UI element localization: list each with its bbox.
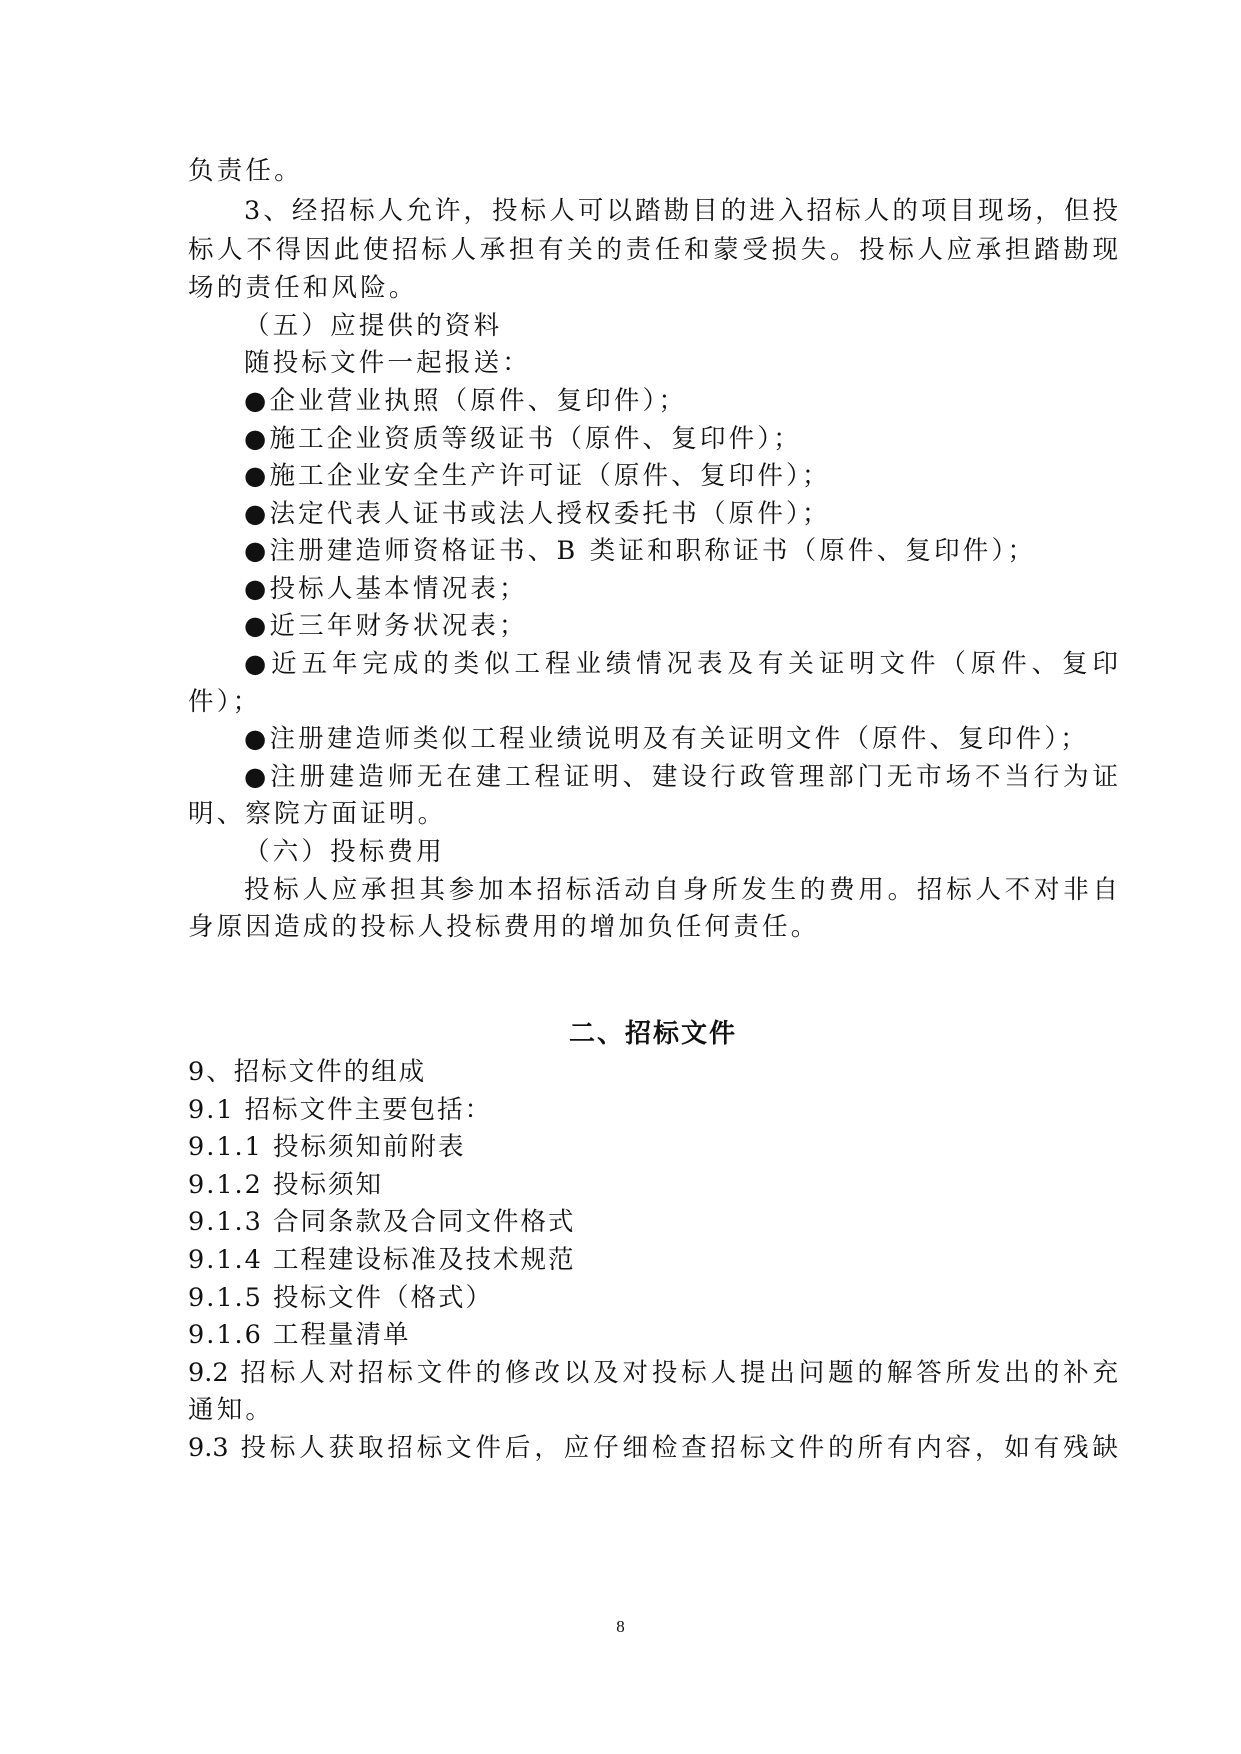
list-item-continuation: 明、察院方面证明。 [188,799,447,829]
clause-line: 9、招标文件的组成 [188,1057,427,1087]
list-item: ●投标人基本情况表； [244,574,528,604]
clause-line: 9.1.6 工程量清单 [188,1320,411,1350]
paragraph-line: 投标人应承担其参加本招标活动自身所发生的费用。招标人不对非自 [244,875,1118,905]
clause-line: 9.3 投标人获取招标文件后，应仔细检查招标文件的所有内容，如有残缺 [188,1433,1118,1463]
list-item: ●法定代表人证书或法人授权委托书（原件）； [244,499,831,529]
paragraph-line: 身原因造成的投标人投标费用的增加负任何责任。 [188,912,820,942]
list-item: ●企业营业执照（原件、复印件）； [244,386,688,416]
section-heading: 二、招标文件 [568,1019,737,1049]
paragraph-line: 3、经招标人允许，投标人可以踏勘目的进入招标人的项目现场，但投 [244,196,1118,226]
list-item: ●近五年完成的类似工程业绩情况表及有关证明文件（原件、复印 [244,649,1118,679]
list-item-continuation: 件）； [188,687,262,717]
clause-line: 9.1 招标文件主要包括： [188,1095,493,1125]
clause-line: 9.2 招标人对招标文件的修改以及对投标人提出问题的解答所发出的补充 [188,1358,1118,1388]
clause-line: 9.1.1 投标须知前附表 [188,1132,466,1162]
subsection-title: （五）应提供的资料 [244,311,503,341]
list-item: ●注册建造师资格证书、B 类证和职称证书（原件、复印件）； [244,536,1037,566]
clause-line: 9.1.5 投标文件（格式） [188,1283,493,1313]
paragraph-line: 标人不得因此使招标人承担有关的责任和蒙受损失。投标人应承担踏勘现 [188,235,1118,265]
clause-line: 9.1.2 投标须知 [188,1170,383,1200]
clause-line: 9.1.3 合同条款及合同文件格式 [188,1207,576,1237]
list-item: ●近三年财务状况表； [244,611,528,641]
paragraph-line: 随投标文件一起报送： [244,348,532,378]
clause-line: 通知。 [188,1395,275,1425]
paragraph-line: 负责任。 [188,156,303,186]
list-item: ●注册建造师类似工程业绩说明及有关证明文件（原件、复印件）； [244,724,1090,754]
paragraph-line: 场的责任和风险。 [188,273,418,303]
list-item: ●施工企业安全生产许可证（原件、复印件）； [244,461,831,491]
subsection-title: （六）投标费用 [244,837,445,867]
list-item: ●施工企业资质等级证书（原件、复印件）； [244,424,803,454]
page-number: 8 [616,1617,625,1636]
list-item: ●注册建造师无在建工程证明、建设行政管理部门无市场不当行为证 [244,762,1118,792]
clause-line: 9.1.4 工程建设标准及技术规范 [188,1245,576,1275]
